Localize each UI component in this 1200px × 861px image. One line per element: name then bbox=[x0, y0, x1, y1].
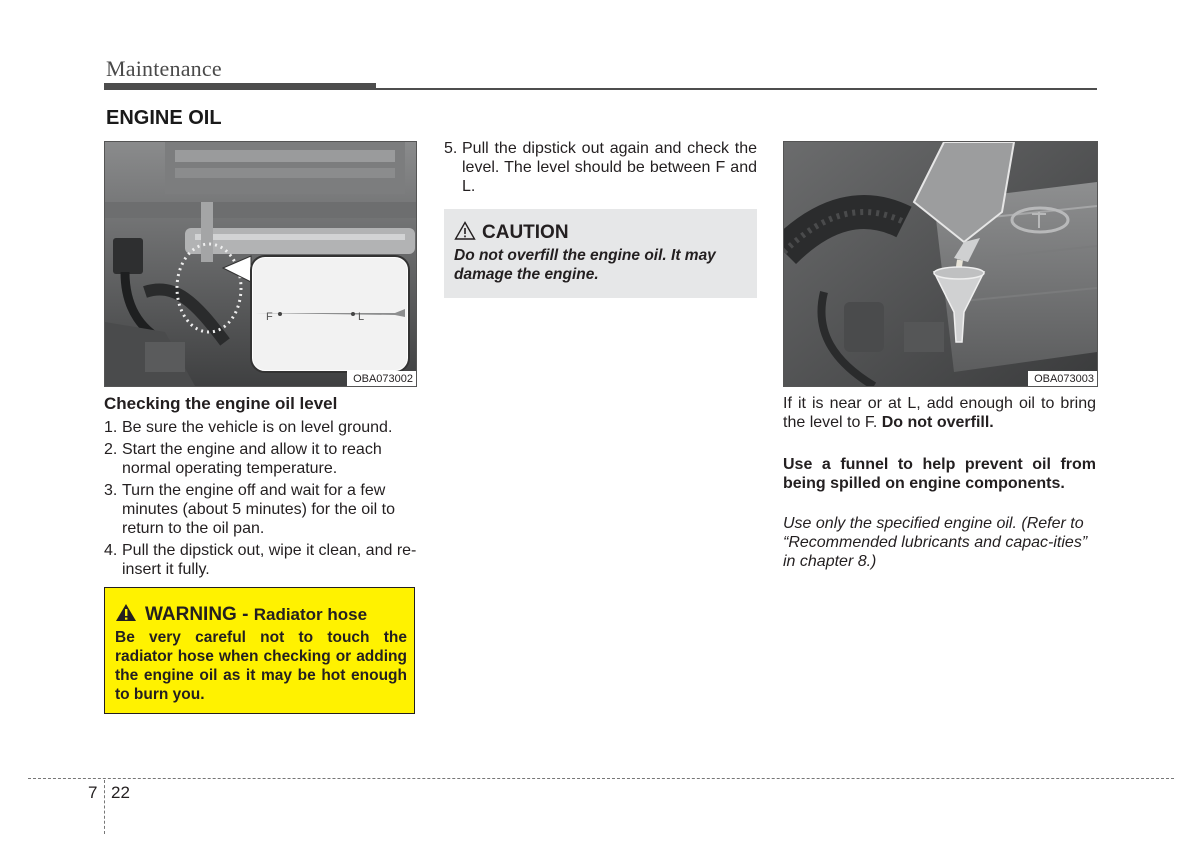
paragraph: If it is near or at L, add enough oil to bring the level to F. Do not overfill. bbox=[783, 395, 1096, 431]
list-item: 4. Pull the dipstick out, wipe it clean, and re-insert it fully. bbox=[104, 542, 417, 578]
middle-column bbox=[444, 139, 757, 199]
left-column bbox=[104, 394, 417, 582]
page-number: 22 bbox=[111, 783, 130, 802]
header-rule bbox=[376, 88, 1097, 90]
list-item: 2. Start the engine and allow it to reach normal operating temperature. bbox=[104, 441, 382, 477]
steps-list bbox=[444, 139, 757, 196]
emphasis-text: Do not overfill. bbox=[881, 414, 994, 431]
warning-text: Be very careful not to touch the radiator hose when checking or adding the engine oil as it may be hot enough to burn you. bbox=[115, 629, 407, 703]
list-item: 1. Be sure the vehicle is on level ground. bbox=[104, 419, 393, 436]
engine-dipstick-figure bbox=[104, 141, 417, 387]
right-column bbox=[783, 394, 1096, 571]
warning-topic: Radiator hose bbox=[253, 605, 368, 624]
dipstick-mark-f: F bbox=[266, 311, 273, 323]
list-item: 3. Turn the engine off and wait for a few minutes (about 5 minutes) for the oil to return to the oil pan. bbox=[104, 482, 396, 537]
caution-heading bbox=[454, 221, 569, 244]
running-header-title: Maintenance bbox=[106, 56, 222, 81]
section-title: ENGINE OIL bbox=[106, 107, 222, 129]
oil-funnel-illustration bbox=[784, 142, 1097, 386]
figure-code: OBA073003 bbox=[1028, 371, 1097, 386]
dipstick-mark-l: L bbox=[358, 311, 365, 323]
warning-triangle-icon bbox=[115, 603, 137, 622]
warning-heading bbox=[115, 603, 367, 626]
header-bar bbox=[104, 83, 376, 90]
subheading: Checking the engine oil level bbox=[104, 394, 338, 413]
chapter-number: 7 bbox=[88, 783, 98, 802]
caution-label: CAUTION bbox=[482, 222, 569, 243]
list-item: 5. Pull the dipstick out again and check the level. The level should be between F and L. bbox=[444, 140, 757, 195]
paragraph: Use only the specified engine oil. (Refer to “Recommended lubricants and capac-ities” in chapter 8.) bbox=[783, 515, 1088, 570]
warning-label: WARNING - bbox=[145, 604, 249, 625]
engine-bay-illustration bbox=[105, 142, 416, 386]
paragraph: Use a funnel to help prevent oil from being spilled on engine components. bbox=[783, 456, 1096, 492]
caution-text: Do not overfill the engine oil. It may damage the engine. bbox=[454, 247, 716, 283]
footer-divider bbox=[104, 780, 105, 834]
figure-code: OBA073002 bbox=[347, 371, 416, 386]
steps-list bbox=[104, 418, 417, 579]
footer-rule bbox=[28, 778, 1174, 779]
warning-box bbox=[104, 587, 415, 714]
caution-triangle-icon bbox=[454, 221, 476, 240]
caution-box bbox=[444, 209, 757, 298]
adding-oil-figure bbox=[783, 141, 1098, 387]
